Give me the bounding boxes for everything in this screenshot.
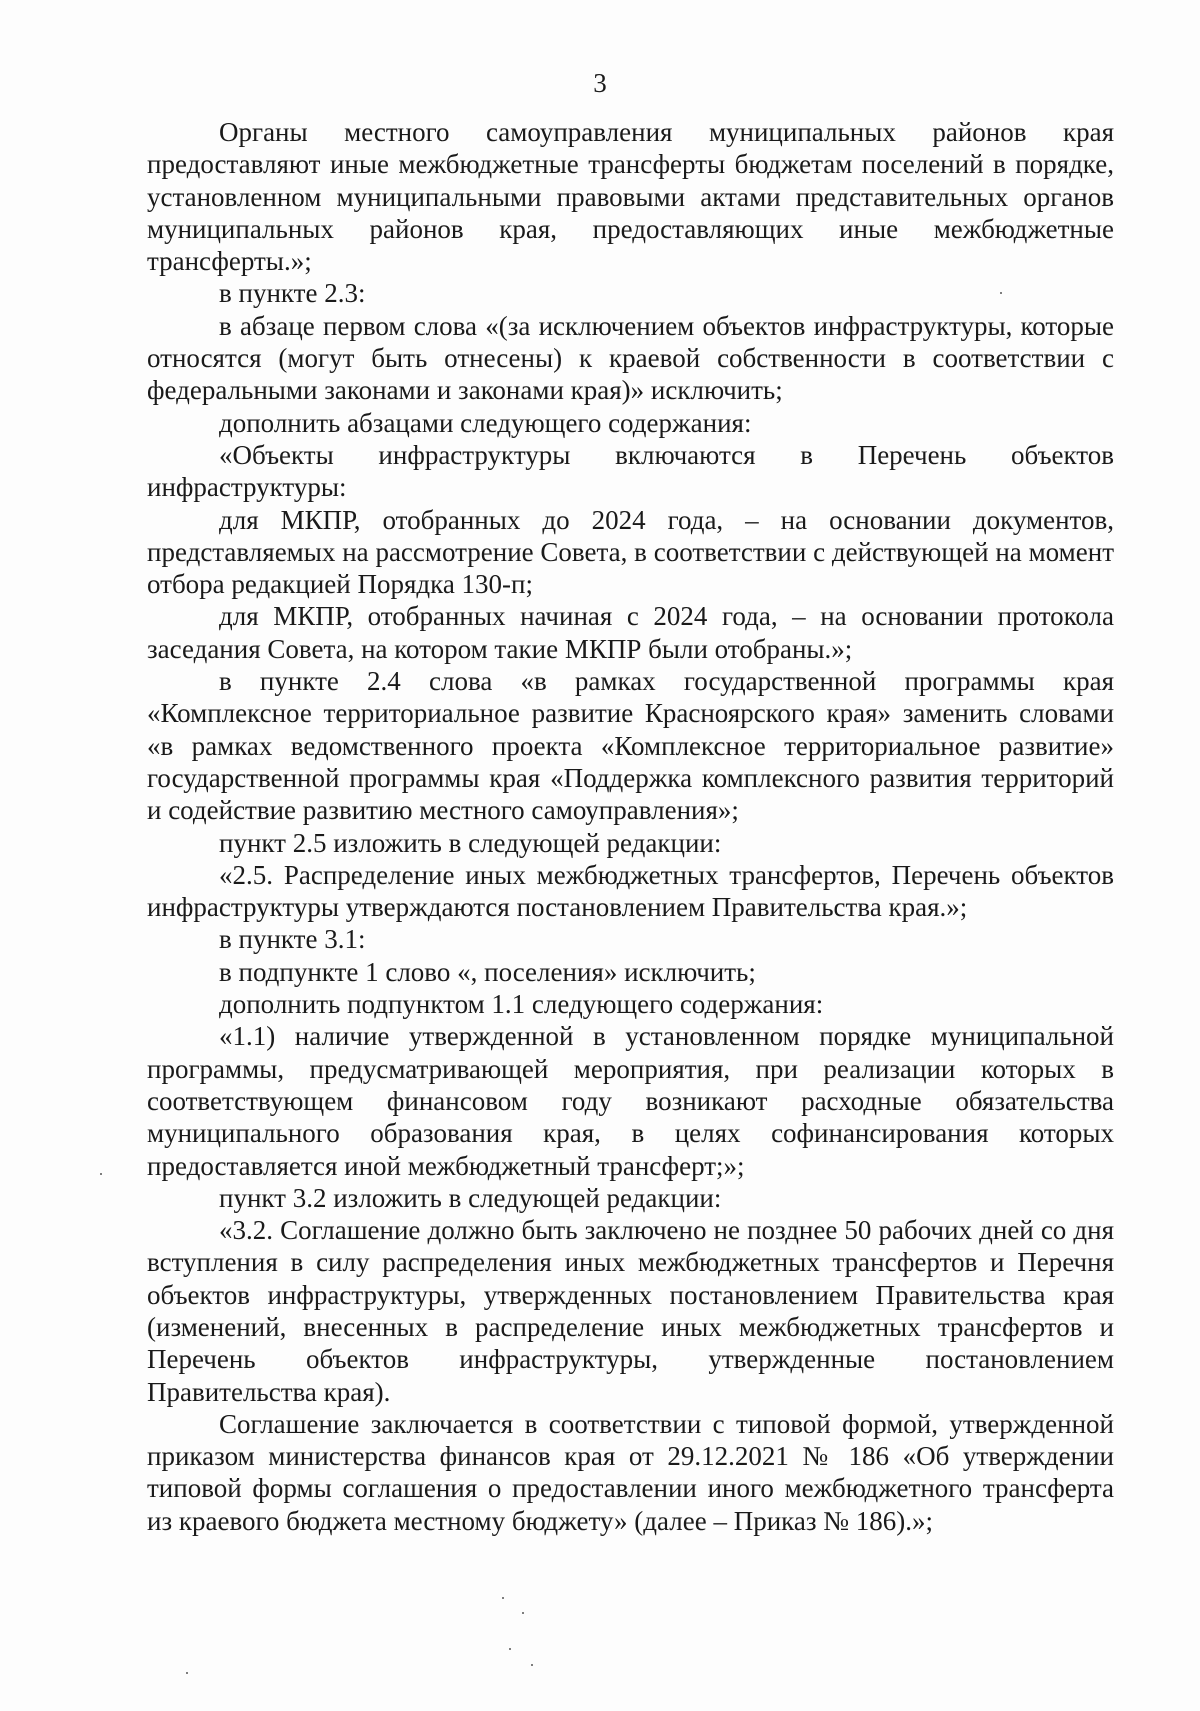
paragraph: «3.2. Соглашение должно быть заключено не позднее 50 рабочих дней со дня вступления в силу распределения иных межбюджетных трансфертов и Перечня объектов инфраструктуры, утвержденных постановлением Правительства края (изменений, внесенных в распределение иных межбюджетных трансфертов и Перечень объектов инфраструктуры, утвержденные постановлением Правительства края). [147, 1215, 1114, 1407]
paragraph: «2.5. Распределение иных межбюджетных трансфертов, Перечень объектов инфраструктуры утверждаются постановлением Правительства края.»; [147, 859, 1114, 923]
paragraph: пункт 2.5 изложить в следующей редакции: [219, 827, 722, 858]
paragraph: в подпункте 1 слово «, поселения» исключить; [219, 956, 756, 987]
paragraph: «Объекты инфраструктуры включаются в Перечень объектов инфраструктуры: [147, 439, 1114, 503]
document-body [147, 116, 1114, 1537]
paragraph: дополнить подпунктом 1.1 следующего содержания: [219, 989, 824, 1020]
paragraph: для МКПР, отобранных до 2024 года, – на основании документов, представляемых на рассмотрение Совета, в соответствии с действующей на момент отбора редакцией Порядка 130-п; [147, 504, 1114, 600]
paragraph: пункт 3.2 изложить в следующей редакции: [219, 1182, 722, 1213]
paragraph: в абзаце первом слова «(за исключением объектов инфраструктуры, которые относятся (могут быть отнесены) к краевой собственности в соответствии с федеральными законами и законами края)» исключить; [147, 310, 1114, 406]
paragraph: Соглашение заключается в соответствии с типовой формой, утвержденной приказом министерства финансов края от 29.12.2021 № 186 «Об утверждении типовой формы соглашения о предоставлении иного межбюджетного трансферта из краевого бюджета местному бюджету» (далее – Приказ № 186).»; [147, 1408, 1114, 1536]
paragraph: в пункте 3.1: [219, 924, 366, 955]
paragraph: для МКПР, отобранных начиная с 2024 года, – на основании протокола заседания Совета, на котором такие МКПР были отобраны.»; [147, 601, 1114, 664]
paragraph: «1.1) наличие утвержденной в установленном порядке муниципальной программы, предусматривающей мероприятия, при реализации которых в соответствующем финансовом году возникают расходные обязательства муниципального образования края, в целях софинансирования которых предоставляется иной межбюджетный трансферт;»; [147, 1021, 1114, 1181]
paragraph: дополнить абзацами следующего содержания: [219, 407, 752, 438]
paragraph: Органы местного самоуправления муниципальных районов края предоставляют иные межбюджетные трансферты бюджетам поселений в порядке, установленном муниципальными правовыми актами представительных органов муниципальных районов края, предоставляющих иные межбюджетные трансферты.»; [147, 117, 1114, 277]
page-number: 3 [593, 68, 607, 98]
paragraph: в пункте 2.4 слова «в рамках государственной программы края «Комплексное территориальное развитие Красноярского края» заменить словами «в рамках ведомственного проекта «Комплексное территориальное развитие» государственной программы края «Поддержка комплексного развития территорий и содействие развитию местного самоуправления»; [147, 666, 1114, 826]
paragraph: в пункте 2.3: [219, 278, 366, 309]
